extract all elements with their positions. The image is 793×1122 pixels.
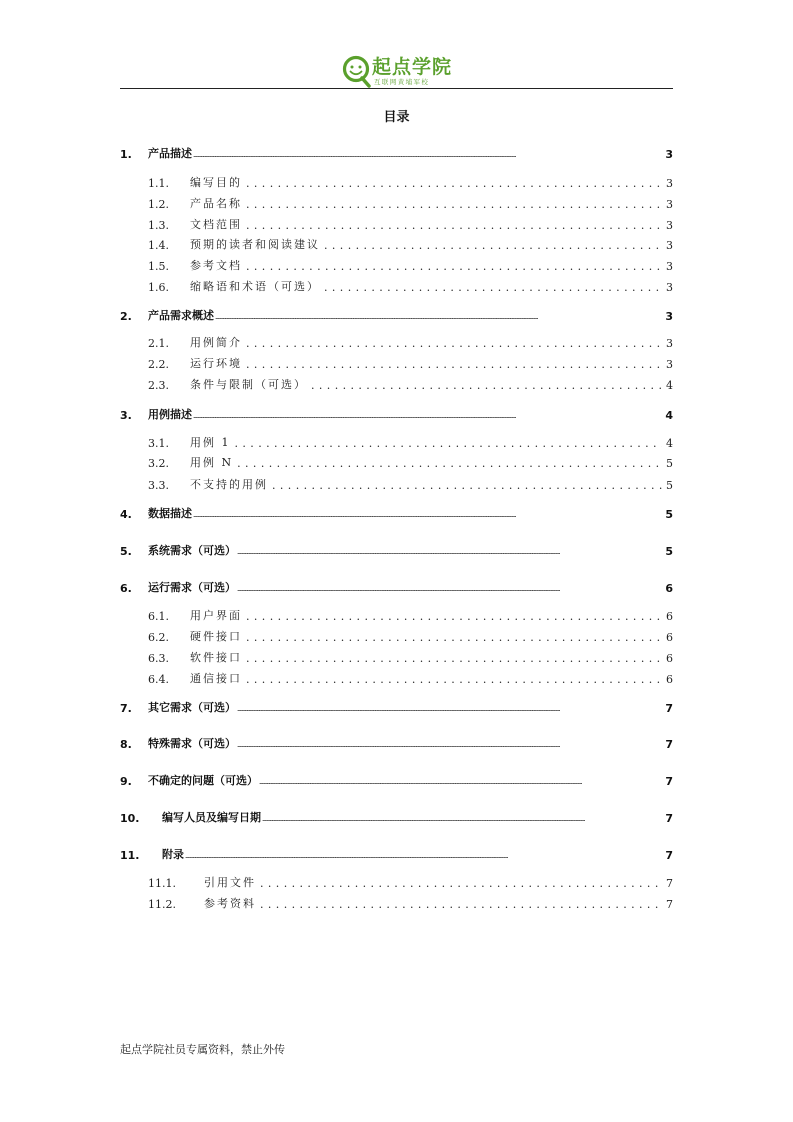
- toc-title: 目录: [383, 110, 410, 125]
- toc-dot-leader: [260, 899, 662, 911]
- toc-entry[interactable]: [120, 257, 673, 273]
- toc-entry-page: 6: [666, 673, 673, 686]
- toc-entry-number: 1.4.: [148, 239, 169, 252]
- toc-entry-label: 数据描述: [148, 507, 192, 520]
- toc-entry[interactable]: [120, 307, 673, 323]
- toc-entry[interactable]: [120, 195, 673, 211]
- page-header: [120, 52, 673, 88]
- toc-dot-leader: [193, 513, 664, 519]
- toc-entry-label: 用例描述: [148, 408, 192, 421]
- toc-entry[interactable]: [120, 649, 673, 665]
- toc-entry-number: 6.: [120, 582, 132, 595]
- toc-entry-number: 2.1.: [148, 337, 169, 350]
- toc-entry-page: 3: [666, 239, 673, 252]
- toc-entry[interactable]: [120, 735, 673, 751]
- toc-entry[interactable]: [120, 236, 673, 252]
- toc-entry[interactable]: [120, 809, 673, 825]
- toc-entry-number: 6.1.: [148, 610, 169, 623]
- toc-entry[interactable]: [120, 355, 673, 371]
- toc-entry-number: 6.3.: [148, 652, 169, 665]
- toc-dot-leader: [237, 743, 664, 749]
- toc-dot-leader: [246, 338, 662, 350]
- logo-q-icon: [342, 54, 372, 88]
- toc-entry-page: 7: [665, 812, 673, 825]
- toc-entry-label: 编写人员及编写日期: [162, 811, 261, 824]
- toc-dot-leader: [272, 480, 662, 492]
- toc-entry-number: 3.3.: [148, 479, 169, 492]
- logo: [342, 54, 462, 90]
- toc-entry-number: 3.1.: [148, 437, 169, 450]
- toc-dot-leader: [246, 220, 662, 232]
- toc-entry-label: 其它需求（可选）: [148, 701, 236, 714]
- toc-dot-leader: [237, 707, 664, 713]
- toc-entry-label: 参考文档: [190, 259, 242, 272]
- toc-dot-leader: [237, 587, 664, 593]
- toc-entry-label: 文档范围: [190, 218, 242, 231]
- toc-entry[interactable]: [120, 772, 673, 788]
- toc-entry-page: 7: [665, 775, 673, 788]
- toc-entry-number: 1.2.: [148, 198, 169, 211]
- toc-dot-leader: [246, 359, 662, 371]
- toc-entry[interactable]: [120, 434, 673, 450]
- toc-entry-label: 运行环境: [190, 357, 242, 370]
- toc-entry-label: 软件接口: [190, 651, 242, 664]
- toc-entry-label: 用例 N: [190, 456, 234, 469]
- toc-entry-label: 用例简介: [190, 336, 242, 349]
- toc-entry-label: 预期的读者和阅读建议: [190, 238, 320, 251]
- toc-entry-number: 2.3.: [148, 379, 169, 392]
- toc-entry-page: 4: [666, 379, 673, 392]
- toc-entry[interactable]: [120, 607, 673, 623]
- toc-entry-label: 产品需求概述: [148, 309, 214, 322]
- toc-entry[interactable]: [120, 145, 673, 161]
- toc-entry-page: 5: [666, 479, 673, 492]
- toc-dot-leader: [235, 438, 663, 450]
- toc-entry-label: 编写目的: [190, 176, 242, 189]
- toc-entry-number: 6.2.: [148, 631, 169, 644]
- toc-entry-page: 3: [666, 260, 673, 273]
- toc-entry-label: 引用文件: [204, 876, 256, 889]
- toc-entry-number: 8.: [120, 738, 132, 751]
- toc-entry[interactable]: [120, 505, 673, 521]
- toc-entry-page: 4: [665, 409, 673, 422]
- toc-entry-number: 1.6.: [148, 281, 169, 294]
- toc-entry-page: 7: [665, 849, 673, 862]
- toc-entry-label: 硬件接口: [190, 630, 242, 643]
- toc-entry[interactable]: [120, 846, 673, 862]
- toc-entry-page: 6: [666, 652, 673, 665]
- toc-entry[interactable]: [120, 376, 673, 392]
- toc-entry-number: 1.3.: [148, 219, 169, 232]
- toc-dot-leader: [246, 674, 662, 686]
- toc-entry-number: 11.1.: [148, 877, 176, 890]
- toc-entry[interactable]: [120, 278, 673, 294]
- toc-entry-label: 附录: [162, 848, 184, 861]
- toc-entry[interactable]: [120, 895, 673, 911]
- toc-entry-label: 产品名称: [190, 197, 242, 210]
- toc-entry-label: 不确定的问题（可选）: [148, 774, 258, 787]
- toc-entry-number: 1.: [120, 148, 132, 161]
- toc-entry-number: 2.: [120, 310, 132, 323]
- toc-dot-leader: [246, 653, 662, 665]
- toc-entry-label: 产品描述: [148, 147, 192, 160]
- toc-entry[interactable]: [120, 874, 673, 890]
- toc-entry-page: 3: [666, 358, 673, 371]
- toc-dot-leader: [260, 878, 662, 890]
- logo-subtitle: 互联网黄埔军校: [374, 78, 430, 86]
- toc-entry[interactable]: [120, 334, 673, 350]
- toc-entry-label: 用例 1: [190, 436, 231, 449]
- toc-entry[interactable]: [120, 670, 673, 686]
- toc-entry-label: 用户界面: [190, 609, 242, 622]
- toc-entry[interactable]: [120, 542, 673, 558]
- toc-entry[interactable]: [120, 454, 673, 470]
- toc-dot-leader: [193, 153, 664, 159]
- toc-dot-leader: [246, 611, 662, 623]
- toc-entry-label: 缩略语和术语（可选）: [190, 280, 320, 293]
- toc-entry[interactable]: [120, 476, 673, 492]
- toc-entry-number: 5.: [120, 545, 132, 558]
- footer-note: 起点学院社员专属资料，禁止外传: [120, 1043, 285, 1056]
- toc-entry[interactable]: [120, 699, 673, 715]
- toc-entry-number: 3.: [120, 409, 132, 422]
- toc-entry-page: 6: [666, 610, 673, 623]
- toc-entry-page: 3: [666, 219, 673, 232]
- toc-entry[interactable]: [120, 628, 673, 644]
- toc-entry-number: 11.2.: [148, 898, 176, 911]
- toc-entry-page: 3: [665, 148, 673, 161]
- toc-entry-page: 7: [665, 702, 673, 715]
- toc-entry-number: 2.2.: [148, 358, 169, 371]
- toc-dot-leader: [311, 380, 662, 392]
- toc-entry-page: 5: [665, 545, 673, 558]
- toc-dot-leader: [259, 780, 664, 786]
- toc-entry-label: 条件与限制（可选）: [190, 378, 307, 391]
- toc-entry[interactable]: [120, 216, 673, 232]
- toc-entry-page: 3: [666, 337, 673, 350]
- toc-entry[interactable]: [120, 406, 673, 422]
- toc-entry-number: 4.: [120, 508, 132, 521]
- toc-entry[interactable]: [120, 579, 673, 595]
- toc-entry-number: 11.: [120, 849, 140, 862]
- toc-dot-leader: [215, 315, 664, 321]
- toc-entry-number: 6.4.: [148, 673, 169, 686]
- toc-entry-page: 6: [666, 631, 673, 644]
- toc-entry-number: 1.5.: [148, 260, 169, 273]
- toc-entry-page: 7: [666, 877, 673, 890]
- toc-dot-leader: [246, 261, 662, 273]
- toc-dot-leader: [246, 178, 662, 190]
- toc-dot-leader: [324, 240, 662, 252]
- toc-entry-page: 4: [666, 437, 673, 450]
- toc-entry-number: 3.2.: [148, 457, 169, 470]
- toc-dot-leader: [324, 282, 662, 294]
- toc-entry-page: 3: [666, 177, 673, 190]
- toc-dot-leader: [193, 414, 664, 420]
- toc-dot-leader: [237, 458, 662, 470]
- toc-dot-leader: [185, 854, 664, 860]
- toc-dot-leader: [246, 199, 662, 211]
- header-divider: [120, 88, 673, 89]
- toc-entry-label: 通信接口: [190, 672, 242, 685]
- toc-dot-leader: [246, 632, 662, 644]
- toc-entry-page: 5: [666, 457, 673, 470]
- toc-entry-label: 特殊需求（可选）: [148, 737, 236, 750]
- logo-title: 起点学院: [372, 56, 453, 78]
- toc-entry-number: 9.: [120, 775, 132, 788]
- toc-dot-leader: [262, 817, 664, 823]
- toc-entry-label: 运行需求（可选）: [148, 581, 236, 594]
- toc-entry-page: 7: [665, 738, 673, 751]
- toc-entry-page: 3: [665, 310, 673, 323]
- toc-entry-page: 3: [666, 198, 673, 211]
- toc-entry-label: 参考资料: [204, 897, 256, 910]
- toc-entry-number: 7.: [120, 702, 132, 715]
- toc-entry-label: 系统需求（可选）: [148, 544, 236, 557]
- toc-dot-leader: [237, 550, 664, 556]
- toc-entry-page: 6: [665, 582, 673, 595]
- toc-entry[interactable]: [120, 174, 673, 190]
- toc-entry-label: 不支持的用例: [190, 478, 268, 491]
- toc-entry-page: 3: [666, 281, 673, 294]
- toc-entry-page: 5: [665, 508, 673, 521]
- toc-entry-number: 1.1.: [148, 177, 169, 190]
- toc-entry-number: 10.: [120, 812, 140, 825]
- toc-entry-page: 7: [666, 898, 673, 911]
